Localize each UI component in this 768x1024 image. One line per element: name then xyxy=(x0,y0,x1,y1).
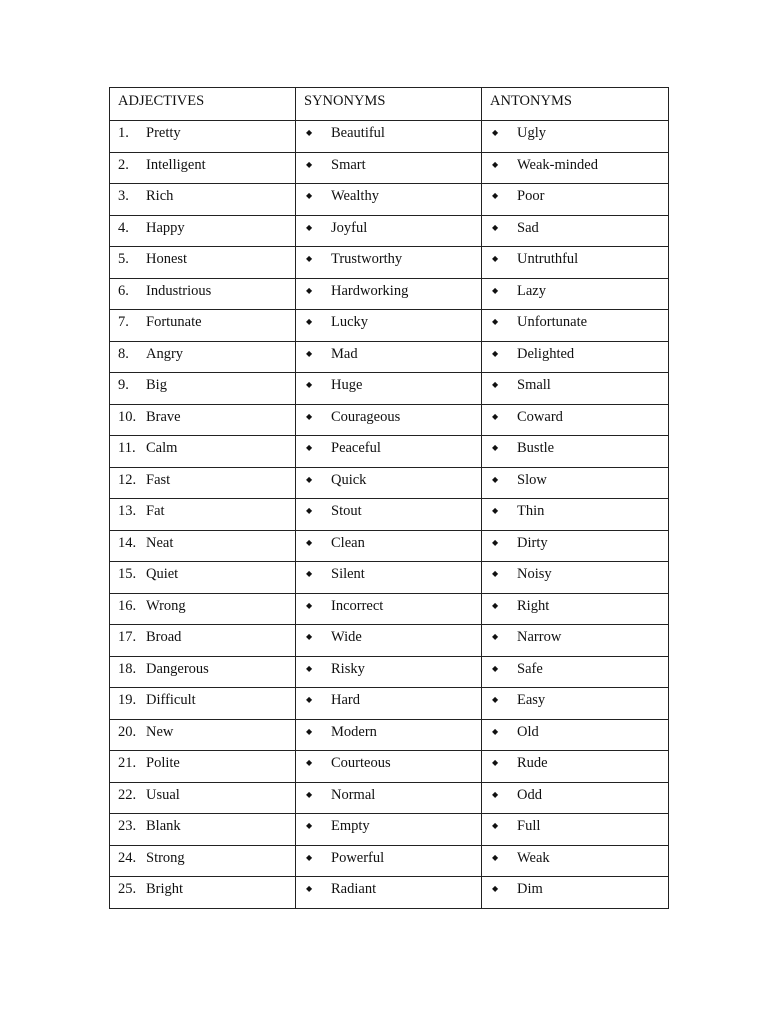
adjective-cell xyxy=(110,278,296,310)
table-header-row xyxy=(110,88,669,121)
adjective-cell xyxy=(110,751,296,783)
synonym-cell xyxy=(296,341,482,373)
synonym-text: Hard xyxy=(331,692,360,708)
diamond-bullet-icon: ◆ xyxy=(492,411,499,421)
diamond-bullet-icon: ◆ xyxy=(492,348,499,358)
diamond-bullet-icon: ◆ xyxy=(306,348,313,358)
adjective-text: Fortunate xyxy=(146,314,202,330)
adjective-cell xyxy=(110,562,296,594)
table-row xyxy=(110,278,669,310)
row-number: 5. xyxy=(118,251,129,267)
adjective-text: Happy xyxy=(146,219,185,236)
row-number: 2. xyxy=(118,156,129,173)
synonym-cell xyxy=(296,373,482,405)
diamond-bullet-icon: ◆ xyxy=(306,254,313,263)
table-row xyxy=(110,688,669,720)
header-adjectives: ADJECTIVES xyxy=(110,88,296,121)
antonym-cell xyxy=(482,845,669,877)
adjective-text: Broad xyxy=(146,629,182,645)
diamond-bullet-icon: ◆ xyxy=(306,443,313,452)
synonym-cell xyxy=(296,530,482,562)
diamond-bullet-icon: ◆ xyxy=(306,317,313,326)
antonym-cell xyxy=(482,247,669,279)
diamond-bullet-icon: ◆ xyxy=(306,600,313,610)
diamond-bullet-icon: ◆ xyxy=(306,191,313,200)
synonym-cell xyxy=(296,184,482,216)
antonym-text: Delighted xyxy=(517,345,575,362)
row-number: 14. xyxy=(118,534,137,551)
diamond-bullet-icon: ◆ xyxy=(306,128,313,137)
row-number: 18. xyxy=(118,660,137,677)
synonym-text: Huge xyxy=(331,377,363,393)
adjective-text: Intelligent xyxy=(146,156,206,173)
antonym-cell xyxy=(482,436,669,468)
row-number: 8. xyxy=(118,345,129,362)
antonym-cell xyxy=(482,310,669,342)
antonym-text: Full xyxy=(517,818,541,834)
diamond-bullet-icon: ◆ xyxy=(492,632,499,641)
diamond-bullet-icon: ◆ xyxy=(306,222,313,232)
diamond-bullet-icon: ◆ xyxy=(492,506,499,515)
synonym-text: Empty xyxy=(331,818,370,834)
row-number: 22. xyxy=(118,786,137,803)
diamond-bullet-icon: ◆ xyxy=(306,285,313,295)
table-row xyxy=(110,593,669,625)
antonym-cell xyxy=(482,373,669,405)
adjective-cell xyxy=(110,404,296,436)
diamond-bullet-icon: ◆ xyxy=(492,884,499,893)
diamond-bullet-icon: ◆ xyxy=(306,695,313,704)
diamond-bullet-icon: ◆ xyxy=(492,285,499,295)
synonym-cell xyxy=(296,278,482,310)
antonym-cell xyxy=(482,121,669,153)
synonym-cell xyxy=(296,310,482,342)
row-number: 3. xyxy=(118,188,129,204)
synonym-cell xyxy=(296,121,482,153)
synonym-text: Courageous xyxy=(331,408,401,425)
synonym-text: Clean xyxy=(331,534,365,551)
adjective-cell xyxy=(110,152,296,184)
synonym-cell xyxy=(296,152,482,184)
adjective-cell xyxy=(110,625,296,657)
adjective-cell xyxy=(110,373,296,405)
adjective-cell xyxy=(110,688,296,720)
table-row xyxy=(110,373,669,405)
table-row xyxy=(110,467,669,499)
table-row xyxy=(110,530,669,562)
adjective-cell xyxy=(110,499,296,531)
diamond-bullet-icon: ◆ xyxy=(306,569,313,578)
adjective-text: Fast xyxy=(146,471,171,488)
antonym-cell xyxy=(482,688,669,720)
diamond-bullet-icon: ◆ xyxy=(306,380,313,389)
synonym-text: Smart xyxy=(331,156,366,173)
diamond-bullet-icon: ◆ xyxy=(306,411,313,421)
adjective-cell xyxy=(110,184,296,216)
header-antonyms: ANTONYMS xyxy=(482,88,669,121)
synonym-cell xyxy=(296,404,482,436)
antonym-text: Easy xyxy=(517,692,546,708)
table-row xyxy=(110,499,669,531)
adjective-cell xyxy=(110,814,296,846)
header-synonyms: SYNONYMS xyxy=(296,88,482,121)
diamond-bullet-icon: ◆ xyxy=(492,726,499,736)
diamond-bullet-icon: ◆ xyxy=(492,159,499,169)
table-row xyxy=(110,782,669,814)
diamond-bullet-icon: ◆ xyxy=(492,569,499,578)
antonym-text: Old xyxy=(517,723,539,740)
synonym-text: Radiant xyxy=(331,881,377,897)
adjective-text: Industrious xyxy=(146,282,212,299)
antonym-cell xyxy=(482,782,669,814)
adjective-text: Dangerous xyxy=(146,660,209,677)
antonym-text: Thin xyxy=(517,503,545,519)
adjective-text: Fat xyxy=(146,503,165,519)
synonym-cell xyxy=(296,877,482,909)
antonym-text: Weak-minded xyxy=(517,156,598,173)
antonym-text: Rude xyxy=(517,755,548,771)
row-number: 10. xyxy=(118,408,137,425)
adjectives-table xyxy=(109,87,669,909)
antonym-text: Slow xyxy=(517,471,547,488)
synonym-cell xyxy=(296,215,482,247)
synonym-cell xyxy=(296,562,482,594)
antonym-cell xyxy=(482,656,669,688)
antonym-text: Lazy xyxy=(517,282,546,299)
diamond-bullet-icon: ◆ xyxy=(492,695,499,704)
row-number: 6. xyxy=(118,282,129,299)
synonym-text: Modern xyxy=(331,723,377,740)
adjective-cell xyxy=(110,782,296,814)
diamond-bullet-icon: ◆ xyxy=(306,726,313,736)
synonym-cell xyxy=(296,467,482,499)
diamond-bullet-icon: ◆ xyxy=(492,317,499,326)
antonym-cell xyxy=(482,751,669,783)
adjective-text: Calm xyxy=(146,440,178,456)
row-number: 23. xyxy=(118,818,137,834)
table-row xyxy=(110,404,669,436)
antonym-cell xyxy=(482,341,669,373)
antonym-cell xyxy=(482,877,669,909)
synonym-text: Mad xyxy=(331,345,358,362)
antonym-text: Weak xyxy=(517,849,550,866)
antonym-cell xyxy=(482,593,669,625)
synonym-text: Peaceful xyxy=(331,440,381,456)
synonym-text: Beautiful xyxy=(331,125,385,141)
synonym-text: Stout xyxy=(331,503,362,519)
diamond-bullet-icon: ◆ xyxy=(492,758,499,767)
row-number: 20. xyxy=(118,723,137,740)
antonym-cell xyxy=(482,530,669,562)
adjective-text: Neat xyxy=(146,534,174,551)
synonym-text: Lucky xyxy=(331,314,369,330)
adjective-text: Brave xyxy=(146,408,181,425)
antonym-text: Odd xyxy=(517,786,542,803)
table-row xyxy=(110,751,669,783)
antonym-text: Safe xyxy=(517,660,543,677)
synonym-text: Risky xyxy=(331,660,365,677)
diamond-bullet-icon: ◆ xyxy=(306,852,313,862)
synonym-text: Wide xyxy=(331,629,362,645)
table-row xyxy=(110,341,669,373)
synonym-cell xyxy=(296,719,482,751)
adjective-cell xyxy=(110,719,296,751)
table-row xyxy=(110,184,669,216)
antonym-cell xyxy=(482,152,669,184)
antonym-text: Ugly xyxy=(517,125,546,141)
synonym-cell xyxy=(296,625,482,657)
antonym-text: Unfortunate xyxy=(517,314,588,330)
adjective-cell xyxy=(110,247,296,279)
antonym-cell xyxy=(482,499,669,531)
adjective-cell xyxy=(110,877,296,909)
synonym-text: Powerful xyxy=(331,849,385,866)
adjective-cell xyxy=(110,436,296,468)
diamond-bullet-icon: ◆ xyxy=(492,254,499,263)
adjective-cell xyxy=(110,656,296,688)
antonym-text: Right xyxy=(517,597,550,614)
adjective-cell xyxy=(110,310,296,342)
diamond-bullet-icon: ◆ xyxy=(306,884,313,893)
synonym-cell xyxy=(296,782,482,814)
table-row xyxy=(110,215,669,247)
diamond-bullet-icon: ◆ xyxy=(492,443,499,452)
table-row xyxy=(110,152,669,184)
antonym-cell xyxy=(482,278,669,310)
antonym-text: Dirty xyxy=(517,534,548,551)
adjective-text: New xyxy=(146,723,174,740)
diamond-bullet-icon: ◆ xyxy=(306,632,313,641)
synonym-text: Silent xyxy=(331,566,365,582)
antonym-cell xyxy=(482,562,669,594)
adjective-text: Polite xyxy=(146,755,180,771)
synonym-cell xyxy=(296,499,482,531)
diamond-bullet-icon: ◆ xyxy=(492,222,499,232)
adjective-cell xyxy=(110,467,296,499)
table-row xyxy=(110,562,669,594)
synonym-cell xyxy=(296,688,482,720)
table-row xyxy=(110,719,669,751)
row-number: 13. xyxy=(118,503,137,519)
antonym-text: Noisy xyxy=(517,566,552,582)
diamond-bullet-icon: ◆ xyxy=(306,758,313,767)
diamond-bullet-icon: ◆ xyxy=(306,537,313,547)
synonym-cell xyxy=(296,436,482,468)
adjective-text: Blank xyxy=(146,818,181,834)
row-number: 17. xyxy=(118,629,137,645)
row-number: 1. xyxy=(118,125,129,141)
adjective-text: Difficult xyxy=(146,692,196,708)
row-number: 7. xyxy=(118,314,129,330)
diamond-bullet-icon: ◆ xyxy=(492,821,499,830)
diamond-bullet-icon: ◆ xyxy=(492,537,499,547)
diamond-bullet-icon: ◆ xyxy=(306,159,313,169)
adjective-text: Quiet xyxy=(146,566,179,582)
diamond-bullet-icon: ◆ xyxy=(306,506,313,515)
adjective-text: Usual xyxy=(146,786,180,803)
synonym-text: Wealthy xyxy=(331,188,379,204)
table-row xyxy=(110,625,669,657)
synonym-text: Joyful xyxy=(331,219,368,236)
adjective-text: Big xyxy=(146,377,167,393)
diamond-bullet-icon: ◆ xyxy=(306,663,313,673)
antonym-text: Narrow xyxy=(517,629,562,645)
row-number: 21. xyxy=(118,755,137,771)
adjective-cell xyxy=(110,215,296,247)
synonym-cell xyxy=(296,656,482,688)
synonym-text: Incorrect xyxy=(331,597,384,614)
row-number: 24. xyxy=(118,849,137,866)
row-number: 19. xyxy=(118,692,137,708)
row-number: 9. xyxy=(118,377,129,393)
antonym-cell xyxy=(482,814,669,846)
table-row xyxy=(110,845,669,877)
adjective-text: Bright xyxy=(146,881,184,897)
table-row xyxy=(110,656,669,688)
antonym-text: Poor xyxy=(517,188,545,204)
adjective-text: Angry xyxy=(146,345,184,362)
row-number: 25. xyxy=(118,881,137,897)
synonym-text: Normal xyxy=(331,786,376,803)
synonym-cell xyxy=(296,247,482,279)
row-number: 16. xyxy=(118,597,137,614)
adjective-text: Honest xyxy=(146,251,188,267)
diamond-bullet-icon: ◆ xyxy=(492,128,499,137)
synonym-text: Hardworking xyxy=(331,282,409,299)
antonym-cell xyxy=(482,719,669,751)
row-number: 12. xyxy=(118,471,137,488)
adjective-cell xyxy=(110,593,296,625)
adjective-text: Pretty xyxy=(146,125,181,141)
adjective-cell xyxy=(110,121,296,153)
table-row xyxy=(110,121,669,153)
row-number: 15. xyxy=(118,566,137,582)
antonym-text: Dim xyxy=(517,881,543,897)
diamond-bullet-icon: ◆ xyxy=(492,474,499,484)
adjective-cell xyxy=(110,845,296,877)
diamond-bullet-icon: ◆ xyxy=(306,789,313,799)
antonym-cell xyxy=(482,625,669,657)
antonym-text: Bustle xyxy=(517,440,555,456)
table-row xyxy=(110,814,669,846)
adjective-text: Wrong xyxy=(146,597,186,614)
synonym-cell xyxy=(296,593,482,625)
antonym-cell xyxy=(482,184,669,216)
antonym-text: Untruthful xyxy=(517,251,579,267)
diamond-bullet-icon: ◆ xyxy=(492,663,499,673)
adjective-text: Strong xyxy=(146,849,185,866)
diamond-bullet-icon: ◆ xyxy=(492,852,499,862)
table-row xyxy=(110,436,669,468)
synonym-cell xyxy=(296,814,482,846)
diamond-bullet-icon: ◆ xyxy=(306,474,313,484)
table-row xyxy=(110,877,669,909)
antonym-text: Coward xyxy=(517,408,563,425)
synonym-text: Courteous xyxy=(331,755,391,771)
table-body xyxy=(110,121,669,909)
diamond-bullet-icon: ◆ xyxy=(492,600,499,610)
synonym-text: Trustworthy xyxy=(331,251,403,267)
diamond-bullet-icon: ◆ xyxy=(306,821,313,830)
adjective-cell xyxy=(110,341,296,373)
synonym-text: Quick xyxy=(331,471,367,488)
antonym-cell xyxy=(482,215,669,247)
adjective-cell xyxy=(110,530,296,562)
adjective-text: Rich xyxy=(146,188,174,204)
diamond-bullet-icon: ◆ xyxy=(492,191,499,200)
antonym-cell xyxy=(482,404,669,436)
synonym-cell xyxy=(296,751,482,783)
synonym-cell xyxy=(296,845,482,877)
diamond-bullet-icon: ◆ xyxy=(492,789,499,799)
table-row xyxy=(110,310,669,342)
row-number: 4. xyxy=(118,219,129,236)
row-number: 11. xyxy=(118,440,136,456)
antonym-cell xyxy=(482,467,669,499)
diamond-bullet-icon: ◆ xyxy=(492,380,499,389)
table-row xyxy=(110,247,669,279)
antonym-text: Small xyxy=(517,377,551,393)
antonym-text: Sad xyxy=(517,219,539,236)
